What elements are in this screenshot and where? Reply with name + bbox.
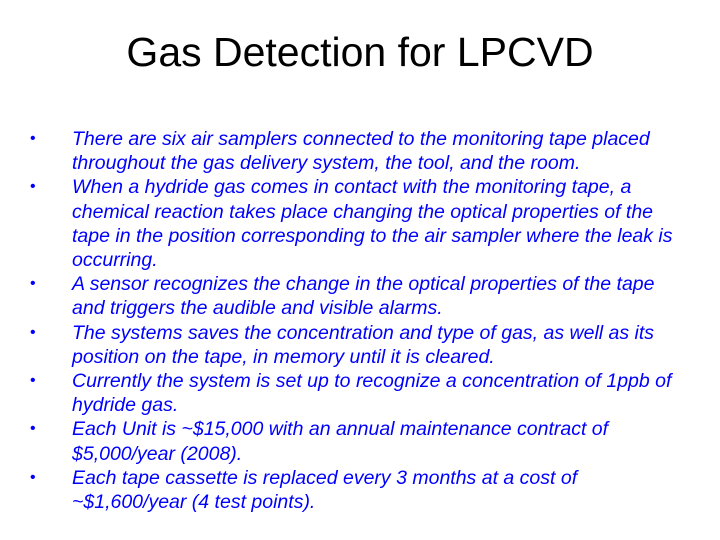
bullet-text: A sensor recognizes the change in the optical properties of the tape and triggers the audible and visible alarms. — [72, 273, 655, 320]
bullet-text: When a hydride gas comes in contact with the monitoring tape, a chemical reaction takes place changing the optical properties of the tape in the position corresponding to the air sampler where the leak is occurring. — [72, 176, 673, 272]
bullet-text: Each tape cassette is replaced every 3 months at a cost of ~$1,600/year (4 test points). — [72, 466, 578, 514]
bullet-item — [30, 417, 690, 465]
bullet-item — [30, 272, 690, 320]
bullet-item — [30, 321, 690, 369]
bullet-marker: • — [30, 275, 36, 293]
bullet-marker: • — [30, 468, 36, 486]
bullet-text: There are six air samplers connected to the monitoring tape placed throughout the gas delivery system, the tool, and the room. — [72, 128, 650, 175]
bullet-text: Currently the system is set up to recognize a concentration of 1ppb of hydride gas. — [72, 370, 672, 417]
bullet-marker: • — [30, 178, 36, 196]
bullet-text: The systems saves the concentration and type of gas, as well as its position on the tape, in memory until it is cleared. — [72, 321, 655, 368]
slide-title: Gas Detection for LPCVD — [126, 29, 594, 75]
bullet-item — [30, 175, 690, 272]
bullet-marker: • — [30, 420, 36, 438]
bullet-item — [30, 369, 690, 417]
bullet-marker: • — [30, 130, 36, 147]
bullet-text: Each Unit is ~$15,000 with an annual maintenance contract of $5,000/year (2008). — [72, 418, 609, 465]
bullet-marker: • — [30, 372, 36, 390]
bullet-item — [30, 466, 690, 514]
bullet-list — [30, 127, 690, 514]
bullet-marker: • — [30, 323, 36, 341]
bullet-item — [30, 127, 690, 175]
